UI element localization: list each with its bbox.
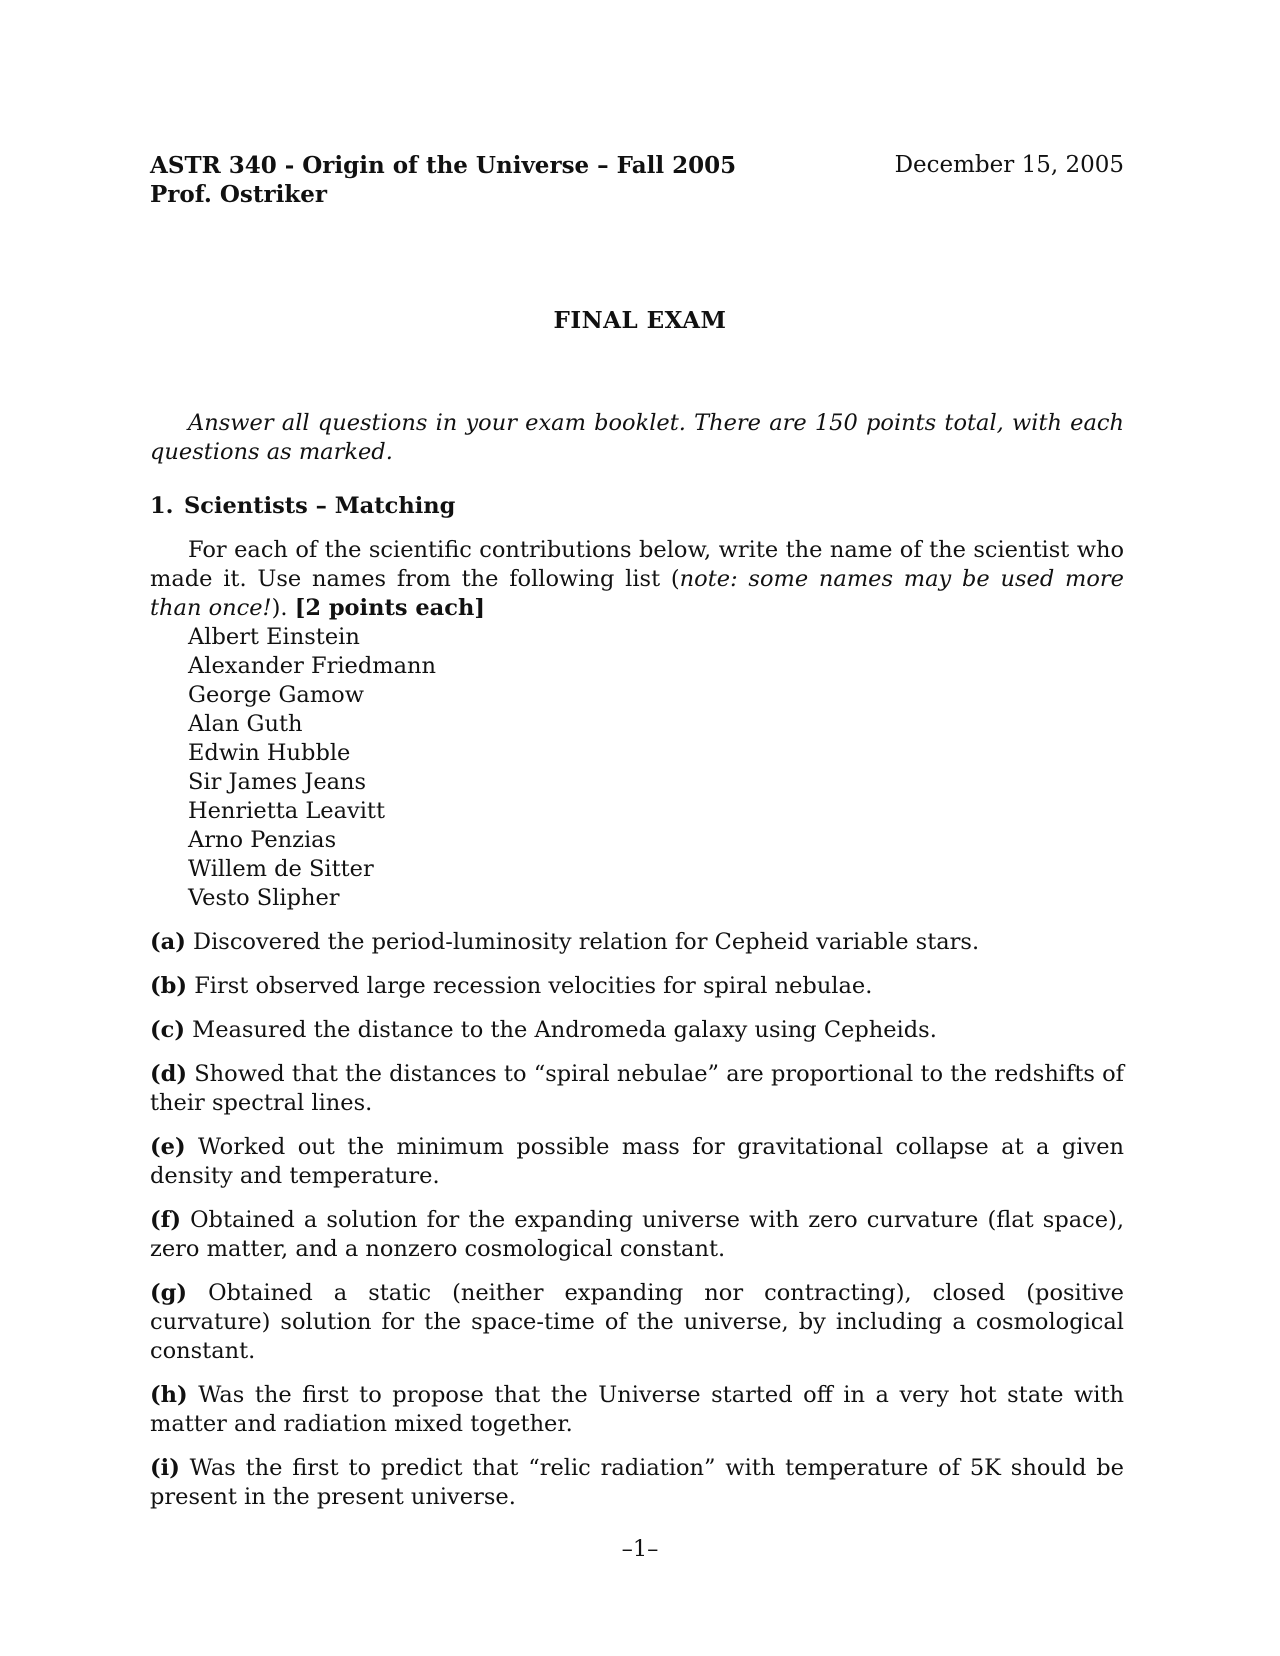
item-text: Was the first to propose that the Universe started off in a very hot state with matter and radiation mixed together.: [150, 1382, 1124, 1437]
item-text: First observed large recession velocities for spiral nebulae.: [194, 973, 873, 999]
question-1-heading: [150, 492, 1124, 521]
scientist-name: George Gamow: [188, 682, 364, 708]
item-label: (f): [150, 1207, 181, 1233]
header-left: [150, 151, 736, 209]
scientist-name: Henrietta Leavitt: [188, 798, 386, 824]
item-label: (d): [150, 1061, 188, 1087]
item-label: (a): [150, 929, 186, 955]
item-text: Was the first to predict that “relic radiation” with temperature of 5K should be present in the present universe.: [150, 1455, 1124, 1510]
scientist-name-list: [150, 623, 1124, 913]
item-label: (c): [150, 1017, 185, 1043]
scientist-name: Alan Guth: [188, 711, 303, 737]
intro-close: ).: [271, 595, 288, 621]
page-number: –1–: [621, 1536, 659, 1562]
scientist-name: Sir James Jeans: [188, 769, 367, 795]
scientist-name: Alexander Friedmann: [188, 653, 436, 679]
page-title: FINAL EXAM: [553, 307, 727, 334]
intro-text: For each of the scientific contributions below, write the name of the scientist who made it. Use names from the following list (: [150, 537, 1124, 592]
item-text: Obtained a static (neither expanding nor contracting), closed (positive curvature) solution for the space-time of the universe, by including a cosmological constant.: [150, 1280, 1125, 1364]
question-item: [150, 1279, 1124, 1366]
question-item: [150, 928, 1124, 957]
item-text: Showed that the distances to “spiral nebulae” are proportional to the redshifts of their spectral lines.: [150, 1061, 1125, 1116]
course-title: ASTR 340 - Origin of the Universe – Fall 2005: [150, 152, 737, 179]
question-title: Scientists – Matching: [184, 493, 456, 519]
item-label: (h): [150, 1382, 188, 1408]
item-text: Obtained a solution for the expanding universe with zero curvature (flat space), zero matter, and a nonzero cosmological constant.: [150, 1207, 1124, 1262]
question-item: [150, 1454, 1124, 1512]
question-item: [150, 1016, 1124, 1045]
question-item: [150, 1133, 1124, 1191]
scientist-name: Arno Penzias: [188, 827, 337, 853]
points-note: [2 points each]: [294, 595, 485, 621]
scientist-name: Willem de Sitter: [188, 856, 374, 882]
question-item: [150, 1206, 1124, 1264]
exam-date: December 15, 2005: [894, 152, 1124, 178]
instructor-name: Prof. Ostriker: [150, 181, 327, 208]
scientist-name: Albert Einstein: [188, 624, 360, 650]
exam-content: [150, 409, 1124, 1512]
instructions: Answer all questions in your exam booklet. There are 150 points total, with each questions as marked.: [150, 410, 1124, 465]
question-item: [150, 1060, 1124, 1118]
question-1-intro: [150, 536, 1124, 623]
item-text: Measured the distance to the Andromeda galaxy using Cepheids.: [192, 1017, 937, 1043]
scientist-name: Edwin Hubble: [188, 740, 351, 766]
question-item: [150, 1381, 1124, 1439]
question-item: [150, 972, 1124, 1001]
item-label: (b): [150, 973, 188, 999]
scientist-name: Vesto Slipher: [188, 885, 340, 911]
intro-note: note: some names may be used more than once!: [150, 566, 1124, 621]
item-label: (i): [150, 1455, 180, 1481]
question-number: 1.: [150, 493, 174, 519]
item-text: Worked out the minimum possible mass for gravitational collapse at a given density and temperature.: [150, 1134, 1124, 1189]
item-text: Discovered the period-luminosity relation for Cepheid variable stars.: [193, 929, 980, 955]
item-label: (g): [150, 1280, 188, 1306]
item-label: (e): [150, 1134, 186, 1160]
